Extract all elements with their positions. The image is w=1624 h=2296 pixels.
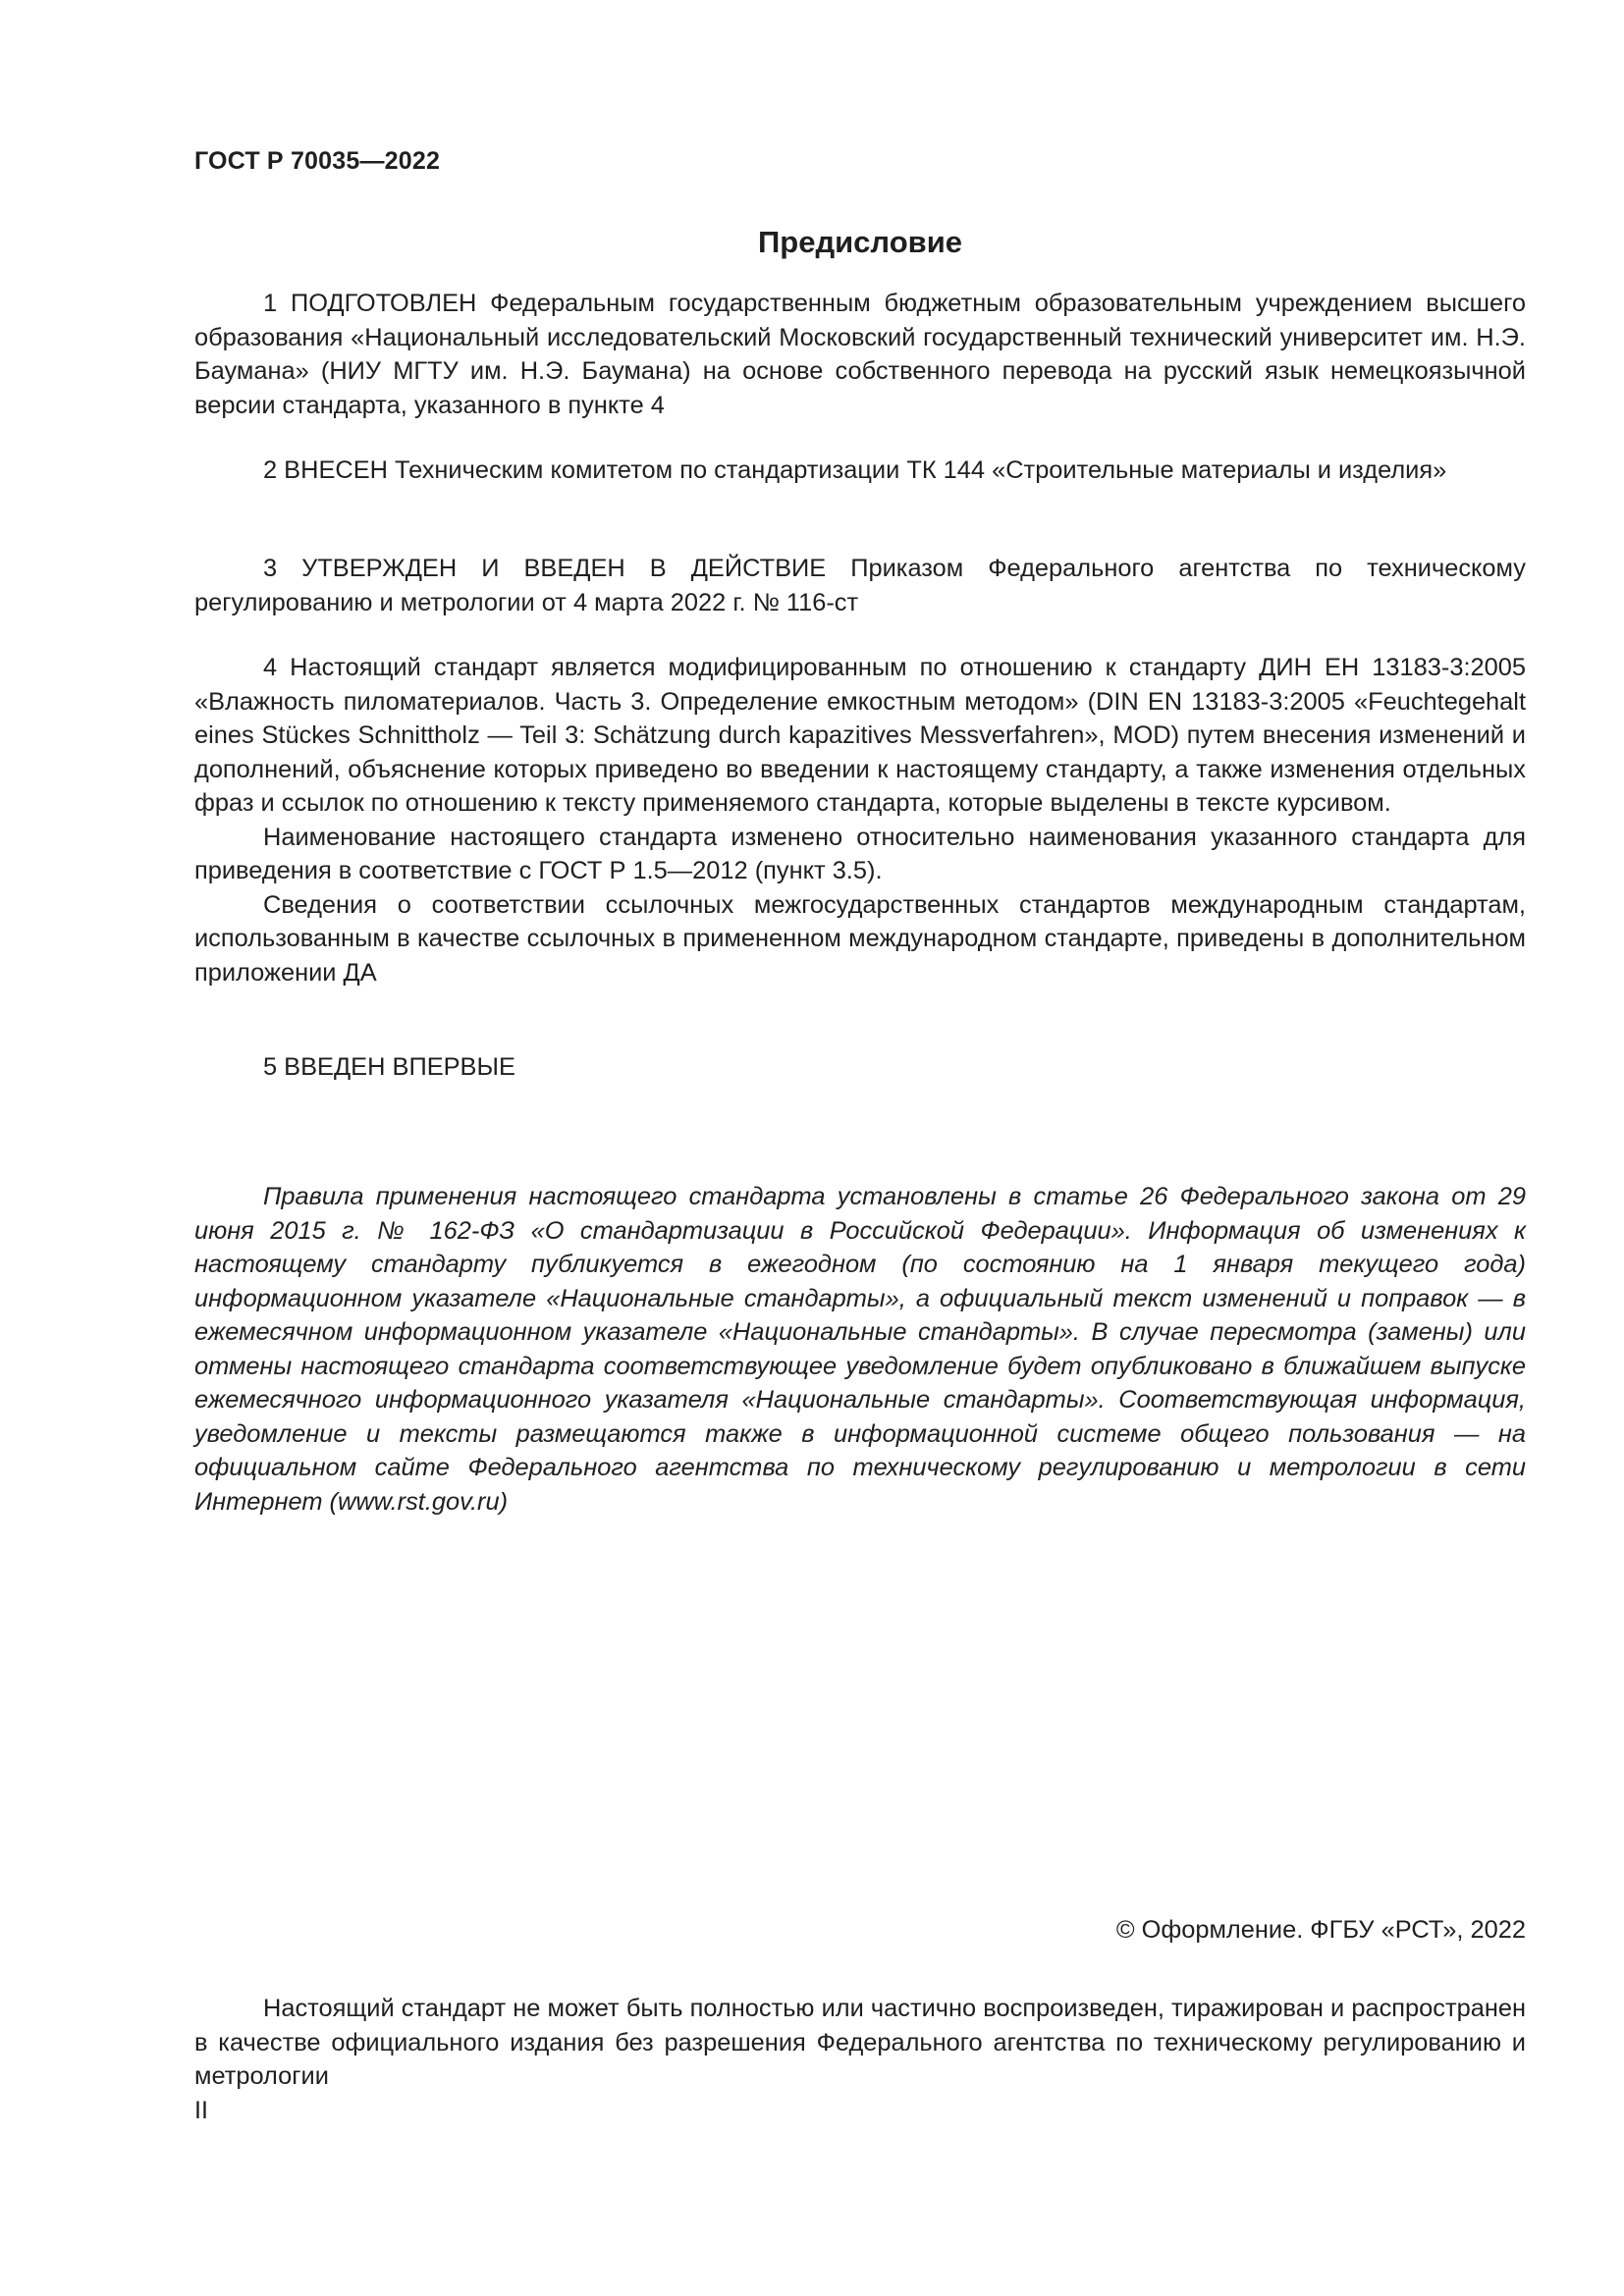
section-3 [194,552,1526,619]
page-number: II [194,2097,208,2124]
section-4 [194,651,1526,989]
section-5 [194,1050,1526,1085]
page-title: Предисловие [757,225,962,259]
standard-code-header: ГОСТ Р 70035—2022 [194,147,441,175]
section-4-paragraph-2: Наименование настоящего стандарта изменено относительно наименования указанного стандарта для приведения в соответствие с ГОСТ Р 1.5—2012 (пункт 3.5). [194,823,1526,884]
section-5-text: 5 ВВЕДЕН ВПЕРВЫЕ [263,1053,515,1081]
reproduction-notice-text: Настоящий стандарт не может быть полностью или частично воспроизведен, тиражирован и распространен в качестве официального издания без разрешения Федерального агентства по техническому регулированию и метрологии [194,1995,1526,2090]
section-4-text: 4 Настоящий стандарт является модифицированным по отношению к стандарту ДИН ЕН 13183-3:2005 «Влажность пиломатериалов. Часть 3. Определение емкостным методом» (DIN EN 13183-3:2005 «Feuchtegehalt eines Stückes Schnittholz — Teil 3: Schätzung durch kapazitives Messverfahren», MOD) путем внесения изменений и дополнений, объяснение которых приведено во введении к настоящему стандарту, а также изменения отдельных фраз и ссылок по отношению к тексту применяемого стандарта, которые выделены в тексте курсивом. [194,654,1526,817]
section-2 [194,454,1526,488]
section-3-text: 3 УТВЕРЖДЕН И ВВЕДЕН В ДЕЙСТВИЕ Приказом Федерального агентства по техническому регулированию и метрологии от 4 марта 2022 г. № 116-ст [194,555,1526,616]
section-1 [194,287,1526,422]
section-4-paragraph-3: Сведения о соответствии ссылочных межгосударственных стандартов международным стандартам, использованным в качестве ссылочных в примененном международном стандарте, приведены в дополнительном приложении ДА [194,890,1526,987]
reproduction-notice [194,1992,1526,2094]
application-rules-text: Правила применения настоящего стандарта установлены в статье 26 Федерального закона от 29 июня 2015 г. № 162-ФЗ «О стандартизации в Российской Федерации». Информация об изменениях к настоящему стандарту публикуется в ежегодном (по состоянию на 1 января текущего года) информационном указателе «Национальные стандарты», а официальный текст изменений и поправок — в ежемесячном информационном указателе «Национальные стандарты». В случае пересмотра (замены) или отмены настоящего стандарта соответствующее уведомление будет опубликовано в ближайшем выпуске ежемесячного информационного указателя «Национальные стандарты». Соответствующая информация, уведомление и тексты размещаются также в информационной системе общего пользования — на официальном сайте Федерального агентства по техническому регулированию и метрологии в сети Интернет (www.rst.gov.ru) [194,1183,1526,1516]
copyright-line: © Оформление. ФГБУ «РСТ», 2022 [1115,1916,1526,1944]
section-1-text: 1 ПОДГОТОВЛЕН Федеральным государственным бюджетным образовательным учреждением высшего образования «Национальный исследовательский Московский государственный технический университет им. Н.Э. Баумана» (НИУ МГТУ им. Н.Э. Баумана) на основе собственного перевода на русский язык немецкоязычной версии стандарта, указанного в пункте 4 [194,290,1526,419]
application-rules-block [194,1180,1526,1519]
section-2-text: 2 ВНЕСЕН Техническим комитетом по стандартизации ТК 144 «Строительные материалы и изделия» [263,456,1447,484]
